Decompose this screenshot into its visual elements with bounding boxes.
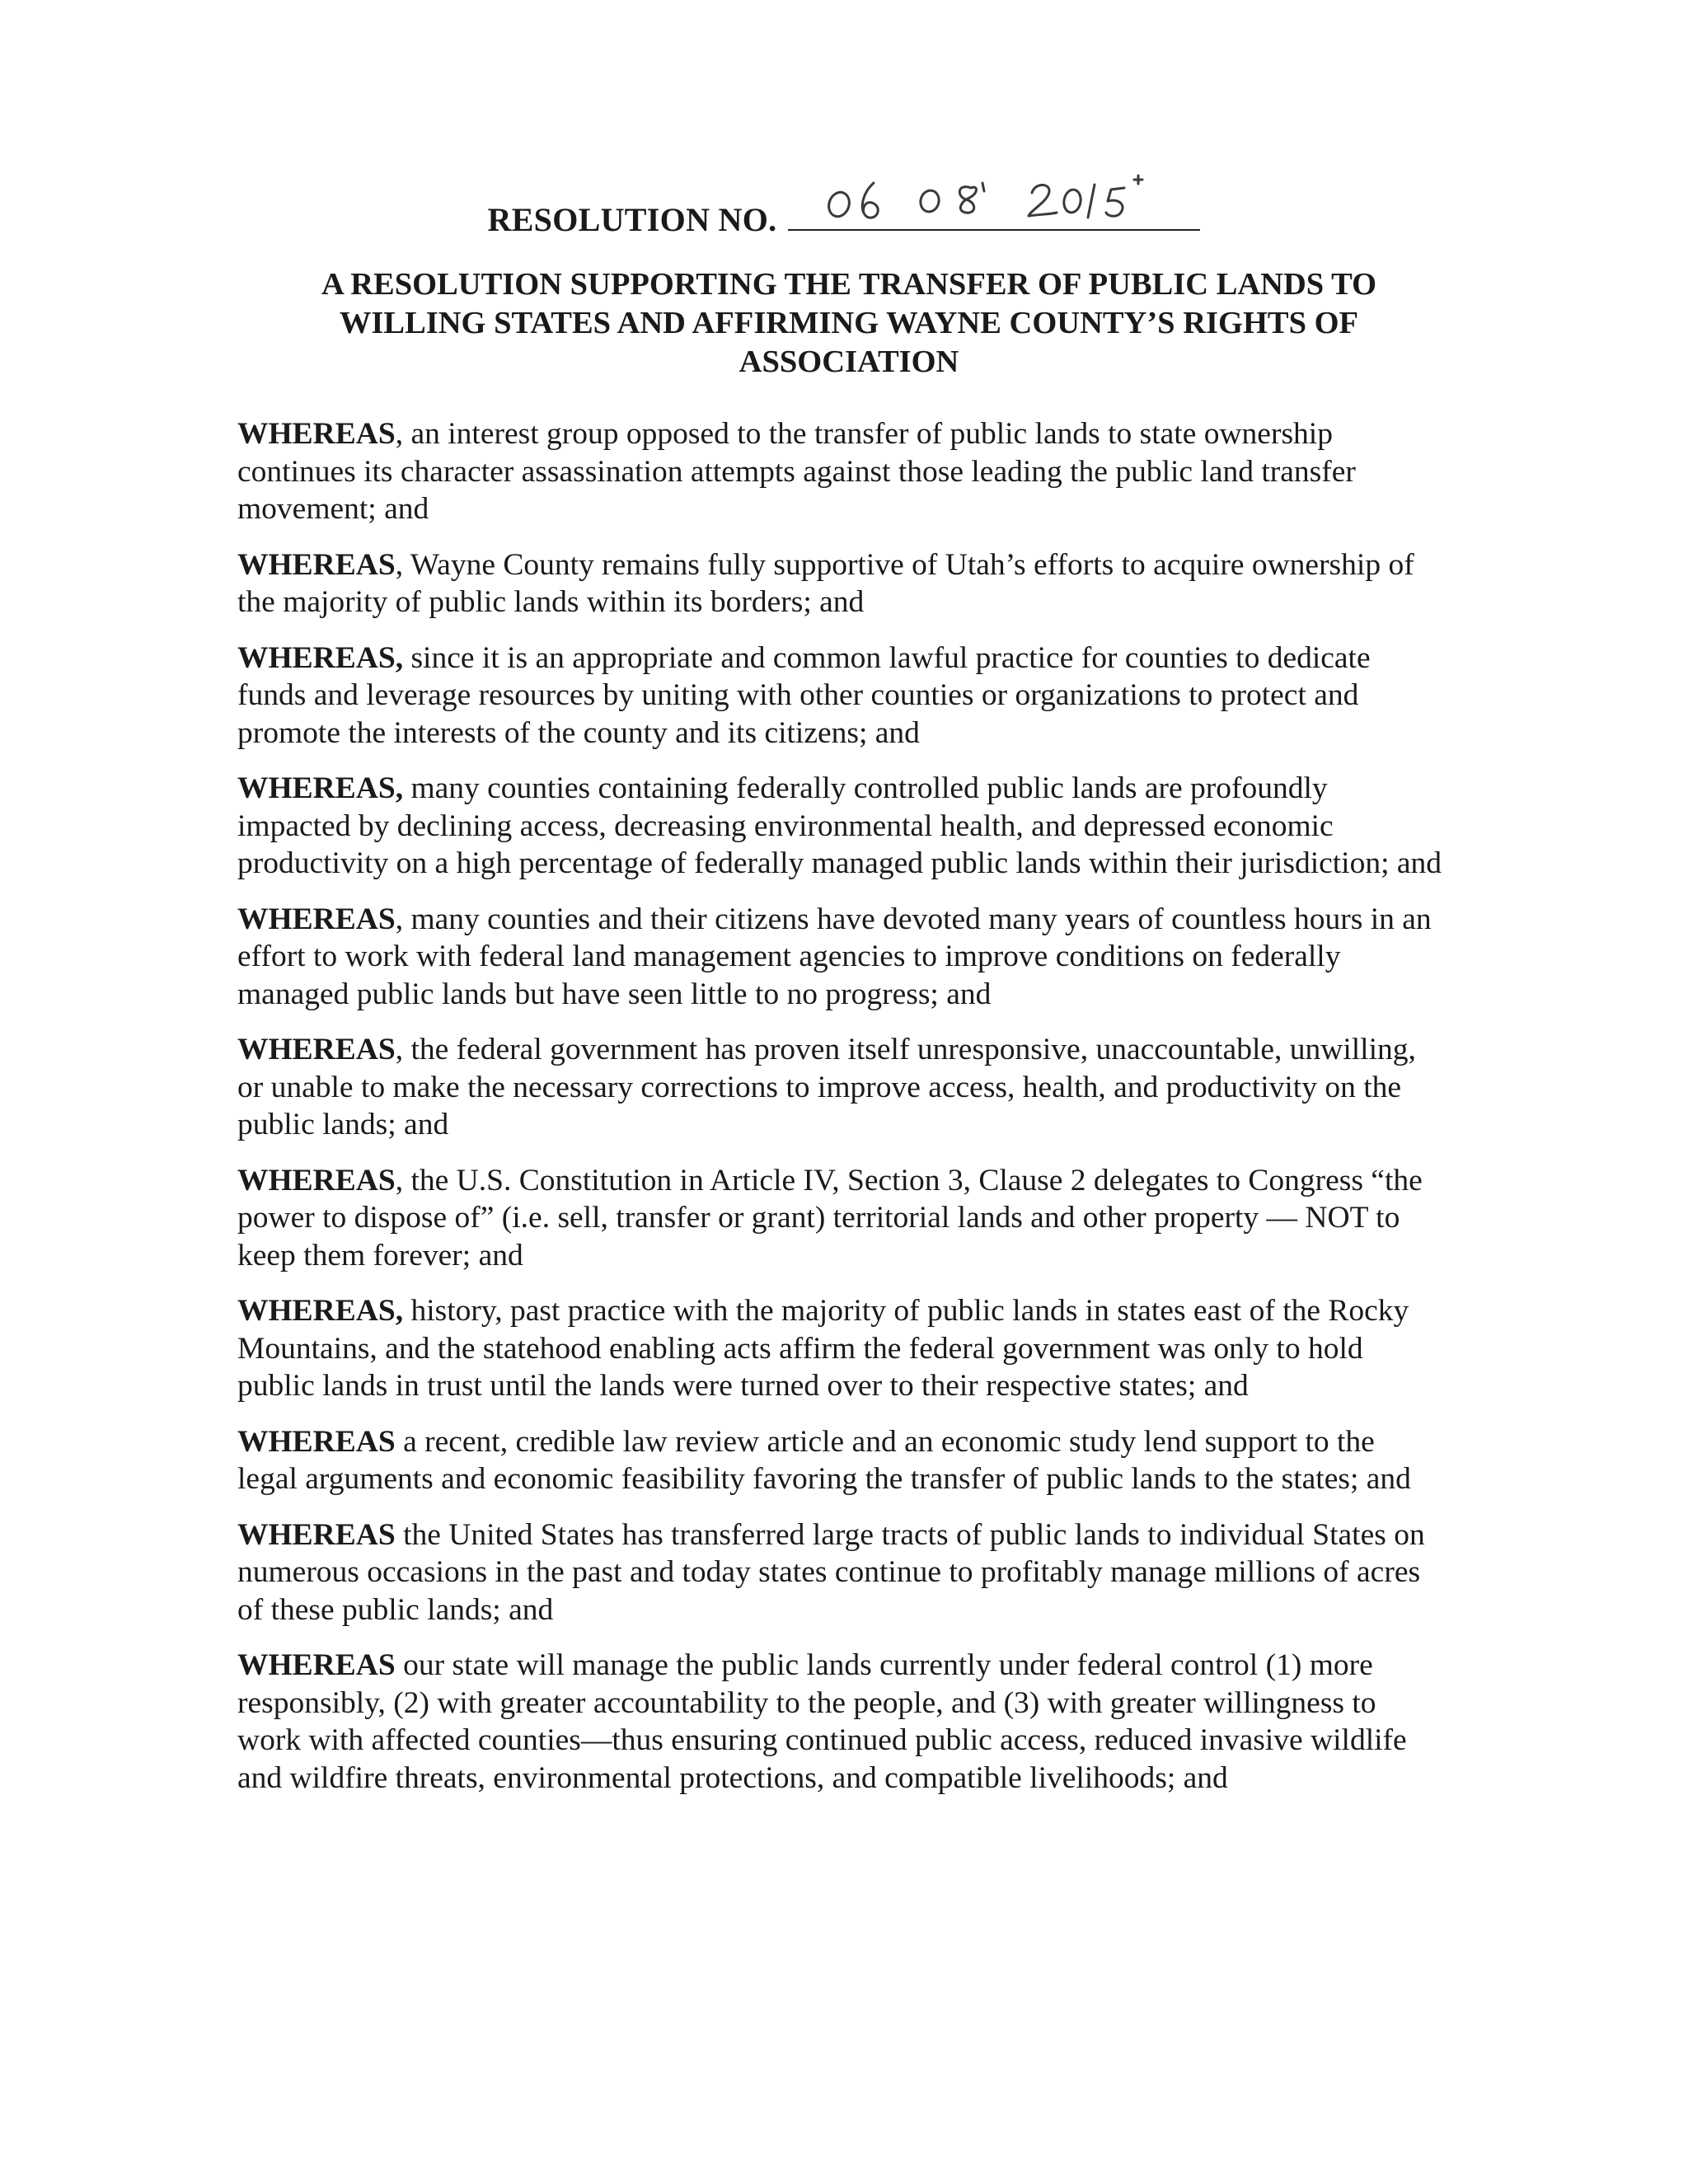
whereas-keyword: WHEREAS [237,417,396,451]
whereas-clause-text: , the federal government has proven itself unresponsive, unaccountable, unwilling, or unable to make the necessary corrections to improve access, health, and productivity on the public lands; and [237,1033,1416,1141]
whereas-clause-text: , Wayne County remains fully supportive of Utah’s efforts to acquire ownership of the majority of public lands within its borders; and [237,547,1414,619]
whereas-keyword: WHEREAS, [237,771,404,805]
whereas-clause [237,1292,1442,1405]
whereas-keyword: WHEREAS [237,1033,396,1066]
whereas-clause-text: our state will manage the public lands currently under federal control (1) more responsibly, (2) with greater accountability to the people, and (3) with greater willingness to work with affected counties—thus ensuring continued public access, reduced invasive wildlife and wildfire threats, environmental protections, and compatible livelihoods; and [237,1648,1407,1795]
whereas-clause-text: , the U.S. Constitution in Article IV, Section 3, Clause 2 delegates to Congress “the power to dispose of” (i.e. sell, transfer or grant) territorial lands and other property — NOT to keep them forever; and [237,1163,1423,1272]
whereas-clause [237,1031,1442,1144]
whereas-clause-text: , an interest group opposed to the transfer of public lands to state ownership continues its character assassination attempts against those leading the public land transfer movement; and [237,417,1356,526]
whereas-keyword: WHEREAS [237,1517,396,1552]
whereas-clause-text: , many counties and their citizens have devoted many years of countless hours in an effort to work with federal land management agencies to improve conditions on federally managed public lands but have seen little to no progress; and [237,902,1432,1011]
whereas-clause [237,1647,1442,1797]
whereas-keyword: WHEREAS [237,1424,396,1459]
whereas-clause [237,640,1442,752]
whereas-clause-text: the United States has transferred large tracts of public lands to individual States on numerous occasions in the past and today states continue to profitably manage millions of acres of these public lands; and [237,1517,1425,1627]
whereas-clause [237,546,1442,621]
whereas-keyword: WHEREAS, [237,1294,404,1328]
whereas-keyword: WHEREAS, [237,640,404,675]
handwritten-resolution-number [788,163,1200,232]
whereas-keyword: WHEREAS [237,1163,396,1197]
whereas-clause [237,1516,1442,1629]
whereas-clause [237,1162,1442,1275]
whereas-clause-text: history, past practice with the majority of public lands in states east of the Rocky Mountains, and the statehood enabling acts affirm the federal government was only to hold public lands in trust until the lands were turned over to their respective states; and [237,1294,1409,1403]
whereas-clause [237,770,1442,883]
whereas-clause [237,1423,1442,1498]
whereas-clause [237,415,1442,528]
whereas-keyword: WHEREAS [237,902,396,936]
whereas-clause-text: a recent, credible law review article and an economic study lend support to the legal arguments and economic feasibility favoring the transfer of public lands to the states; and [237,1424,1411,1496]
whereas-clauses [237,415,1442,1815]
whereas-keyword: WHEREAS [237,547,396,582]
resolution-number-field [788,183,1200,231]
whereas-keyword: WHEREAS [237,1648,396,1682]
whereas-clause [237,901,1442,1014]
whereas-clause-text: since it is an appropriate and common lawful practice for counties to dedicate funds and leverage resources by uniting with other counties or organizations to protect and promote the interests of the county and its citizens; and [237,640,1371,750]
resolution-number-line [0,183,1688,239]
resolution-label: RESOLUTION NO. [487,201,777,238]
resolution-title: A RESOLUTION SUPPORTING THE TRANSFER OF PUBLIC LANDS TO WILLING STATES AND AFFIRMING WAYNE COUNTY’S RIGHTS OF ASSOCIATION [321,267,1377,379]
whereas-clause-text: many counties containing federally controlled public lands are profoundly impacted by declining access, decreasing environmental health, and depressed economic productivity on a high percentage of federally managed public lands within their jurisdiction; and [237,771,1442,880]
